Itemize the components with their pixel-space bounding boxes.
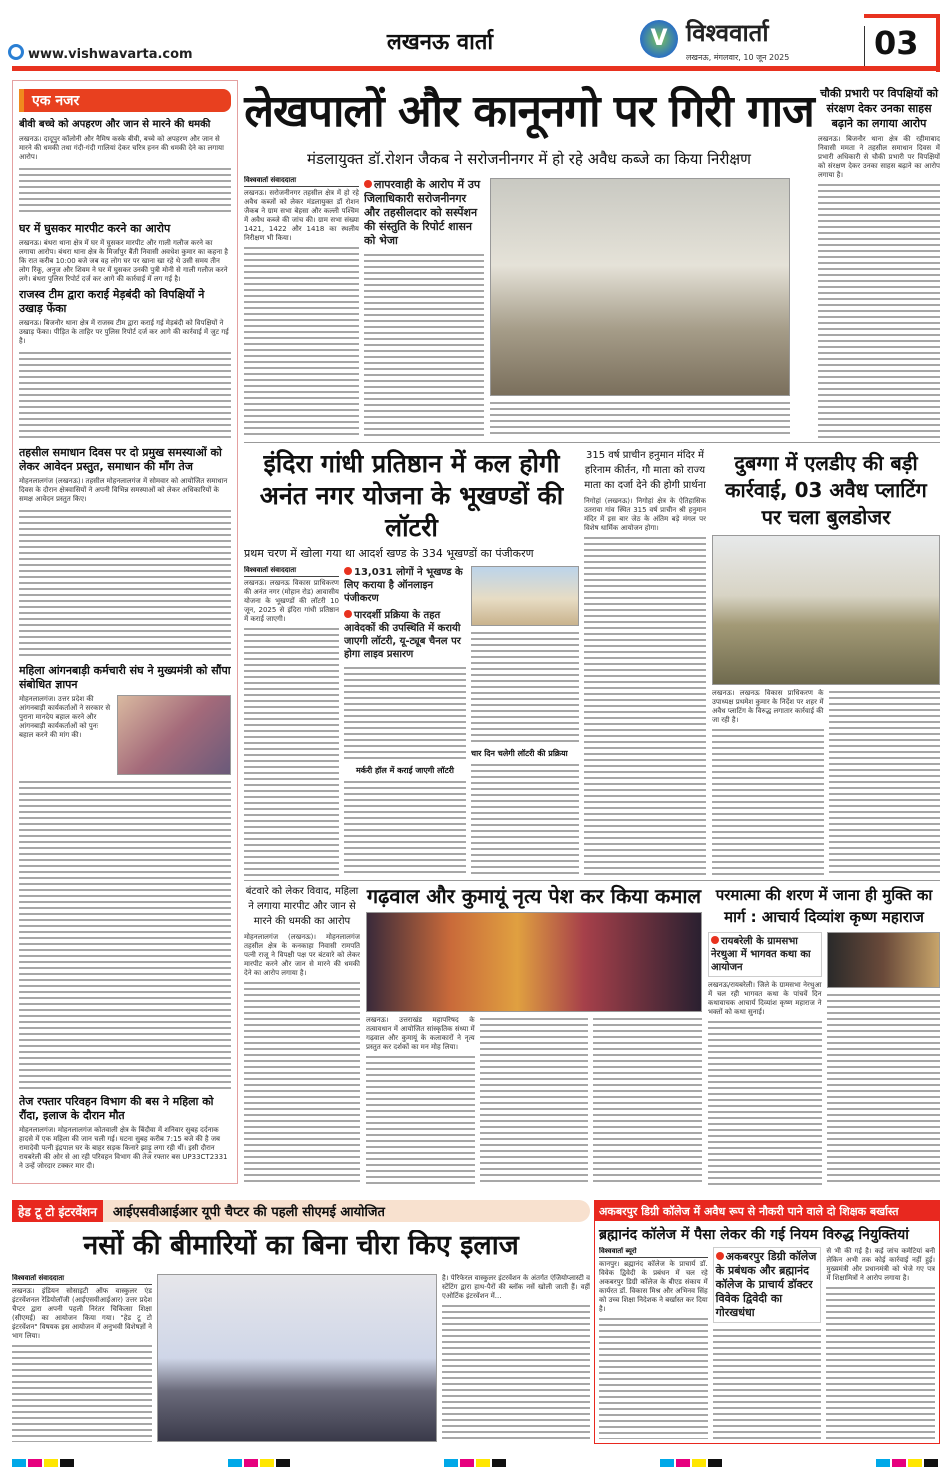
lead-subhead: मंडलायुक्त डॉ.रोशन जैकब ने सरोजनीनगर में हो रहे अवैध कब्जे का किया निरीक्षण xyxy=(307,150,751,168)
hanuman-body: निगोहां (लखनऊ)। निगोहां क्षेत्र के ऐतिहासिक उतरावा गांव स्थित 315 वर्ष प्राचीन श्री हनुमान मंदिर में इस बार जेठ के अंतिम बड़े मंगल पर विशेष धार्मिक आयोजन होगा। xyxy=(584,497,706,532)
health-body: लखनऊ। इंडियन सोसाइटी ऑफ वास्कुलर एंड इंटरवेंशनल रेडियोलॉजी (आईएसवीआईआर) उत्तर प्रदेश चैप्टर द्वारा अपनी पहली निरंतर चिकित्सा शिक्षा (सीएमई) का आयोजन किया गया। "हेड टू टो इंटरवेंशन" विषयक इस आयोजन में अनुभवी विशेषज्ञों ने भाग लिया। xyxy=(12,1287,152,1340)
lottery-subhead-1: चार दिन चलेगी लॉटरी की प्रक्रिया xyxy=(471,748,568,758)
lottery-subhead-2: मर्करी हॉल में कराई जाएगी लॉटरी xyxy=(355,766,455,775)
dubagga-body: लखनऊ। लखनऊ विकास प्राधिकरण के उपाध्यक्ष प्रथमेश कुमार के निर्देश पर शहर में अवैध प्लाटिंग के विरुद्ध लगातार कार्रवाई की जा रही है। xyxy=(712,689,824,724)
dispute-headline: बंटवारे को लेकर विवाद, महिला ने लगाया मारपीट और जान से मारने की धमकी का आरोप xyxy=(245,886,359,927)
ek-nazar-tab: एक नजर xyxy=(19,89,231,112)
college-body: कानपुर। ब्रह्मानंद कॉलेज के प्राचार्य डॉ. विवेक द्विवेदी के प्रबंधन में चल रहे अकबरपुर डिग्री कॉलेज के बीएड संकाय में कार्यरत डॉ. विकास मिश्र और अभिनव सिंह को उच्च शिक्षा निदेशक ने बर्खास्त कर दिया है। xyxy=(599,1260,708,1313)
health-kicker: आईएसवीआईआर यूपी चैप्टर की पहली सीएमई आयोजित xyxy=(112,1205,385,1220)
college-byline: विश्ववार्ता ब्यूरो xyxy=(599,1247,708,1258)
brand-name: विश्ववार्ता xyxy=(686,19,769,47)
health-tag: हेड टू टो इंटरवेंशन xyxy=(12,1200,103,1222)
dateline: लखनऊ, मंगलवार, 10 जून 2025 xyxy=(686,53,790,62)
brief-title: महिला आंगनबाड़ी कर्मचारी संघ ने मुख्यमंत्री को सौंपा संबोधित ज्ञापन xyxy=(19,664,231,691)
brief-body: मोहनलालगंज। मोहनलालगंज कोतवाली क्षेत्र के बिंदौवा में शनिवार सुबह दर्दनाक हादसे में एक महिला की जान चली गई। घटना सुबह करीब 7:15 बजे की है जब रामादेवी पत्नी इंद्रपाल घर के बाहर सड़क किनारे झाड़ू लगा रही थीं। इसी दौरान रायबरेली की ओर से आ रही परिवहन विभाग की तेज रफ्तार बस UP33CT2331 ने उन्हें जोरदार टक्कर मार दी। xyxy=(19,1126,228,1170)
right-top-body: लखनऊ। बिजनौर थाना क्षेत्र की रहीमाबाद निवासी ममता ने तहसील समाधान दिवस में प्रभारी अधिकारी से चौकी प्रभारी पर विपक्षियों को संरक्षण देकर उनका साहस बढ़ाने का आरोप लगाया है। xyxy=(818,135,940,179)
dispute-story xyxy=(244,884,360,1186)
masthead xyxy=(0,0,945,74)
bulldozer-photo xyxy=(712,535,940,685)
brief-body: मोहनलालगंज। उत्तर प्रदेश की आंगनबाड़ी कार्यकर्ताओं ने सरकार से पुराना मानदेय बहाल करने और आंगनबाड़ी कार्यकर्ताओं को पुनः बहाल करने की मांग की। xyxy=(19,695,111,739)
health-headline: नसों की बीमारियों का बिना चीरा किए इलाज xyxy=(83,1230,519,1261)
brief-body: लखनऊ। बिजनौर थाना क्षेत्र में राजस्व टीम द्वारा कराई गई मेड़बंदी को विपक्षियों ने उखाड़ फेंका। पीड़ित के ताहिर पर पुलिस रिपोर्ट दर्ज कर आगे की कार्रवाई में जुट गई है। xyxy=(19,319,229,345)
lead-body: लखनऊ। सरोजनीनगर तहसील क्षेत्र में हो रहे अवैध कब्जों को लेकर मंडलायुक्त डॉ रोशन जैकब ने ग्राम सभा बेहसा और कल्ली पश्चिम में अवैध कब्जे की जांच की। ग्राम सभा संख्या 1421, 1422 और 1418 का स्थलीय निरीक्षण भी किया। xyxy=(244,189,359,242)
college-box xyxy=(594,1200,940,1444)
dance-body: लखनऊ। उत्तराखंड महापरिषद के तत्वावधान में आयोजित सांस्कृतिक संध्या में गढ़वाल और कुमायूं के कलाकारों ने नृत्य प्रस्तुत कर दर्शकों का मन मोह लिया। xyxy=(366,1016,475,1051)
brief-title: तेज रफ्तार परिवहन विभाग की बस ने महिला को रौंदा, इलाज के दौरान मौत xyxy=(19,1095,214,1122)
brief-body: लखनऊ। बंथरा थाना क्षेत्र में घर में घुसकर मारपीट और गाली गलौज करने का लगाया आरोप। बंथरा थाना क्षेत्र के मिर्जापुर बैंती निवासी अवधेश कुमार का कहना है कि रात करीब 10:00 बजे जब वह लोग घर पर खाना खा रहे थे उसी समय तीन लोग रिंकू, अनुज और शिवम ने घर में घुसकर उनकी पुत्री मोनी से गाली गलौज करने लगे। बंथरा पुलिस रिपोर्ट दर्ज कर आगे की कार्रवाई में लग गई है। xyxy=(19,239,228,283)
ek-nazar-column xyxy=(12,80,238,1184)
dispute-body: मोहनलालगंज (लखनऊ)। मोहनलालगंज तहसील क्षेत्र के कनकाहा निवासी रामपति पत्नी राजू ने विपक्षी पक्ष पर बंटवारे को लेकर मारपीट करने और जान से मारने की धमकी देने का आरोप लगाया है। xyxy=(244,933,360,977)
anganwadi-photo xyxy=(117,695,231,775)
lottery-byline: विश्ववार्ता संवाददाता xyxy=(244,566,339,577)
cme-photo xyxy=(157,1274,437,1442)
dubagga-headline: दुबग्गा में एलडीए की बड़ी कार्रवाई, 03 अवैध प्लाटिंग पर चला बुलडोजर xyxy=(725,451,927,529)
college-pull: अकबरपुर डिग्री कॉलेज के प्रबंधक और ब्रह्मानंद कॉलेज के प्राचार्य डॉक्टर विवेक द्विवेदी का गोरखधंधा xyxy=(713,1247,822,1323)
bullet-icon xyxy=(711,936,719,944)
bullet-icon xyxy=(716,1252,724,1260)
dance-headline: गढ़वाल और कुमायूं नृत्य पेश कर किया कमाल xyxy=(366,884,702,908)
brief-body: मोहनलालगंज (लखनऊ)। तहसील मोहनलालगंज में सोमवार को आयोजित समाधान दिवस के दौरान क्षेत्रवासियों ने अपनी विभिन्न समस्याओं को लेकर अधिकारियों के समक्ष आवेदन प्रस्तुत किए। xyxy=(19,477,228,503)
brief-title: बीवी बच्चे को अपहरण और जान से मारने की धमकी xyxy=(19,119,211,130)
lead-headline: लेखपालों और कानूनगो पर गिरी गाज xyxy=(244,86,814,137)
college-body-2: से भी की गई है। कई जांच कमेटियां बनी लेकिन अभी तक कोई कार्रवाई नहीं हुई। मुख्यमंत्री और प्रधानमंत्री को भेजे गए पत्र में शिक्षामित्रों ने आरोप लगाया है। xyxy=(826,1247,936,1282)
section-title: लखनऊ वार्ता xyxy=(386,30,494,55)
dance-story xyxy=(366,884,702,1186)
dubagga-story xyxy=(712,450,940,876)
header-rule xyxy=(12,66,940,71)
dance-photo xyxy=(366,912,702,1012)
bullet-icon xyxy=(344,567,352,575)
website-url[interactable]: www.vishwavarta.com xyxy=(28,47,193,62)
health-body-2: है। पेरिफेरल वास्कुलर इंटरवेंशन के अंतर्गत एंजियोप्लास्टी व स्टेंटिंग द्वारा हाथ-पैरों की ब्लॉक नसें खोली जाती हैं। वहीं एओर्टिक इंटरवेंशन में... xyxy=(442,1274,590,1300)
lead-pullquote: लापरवाही के आरोप में उप जिलाधिकारी सरोजनीनगर और तहसीलदार को सस्पेंशन की संस्तुति के रिपोर्ट शासन को भेजा xyxy=(364,178,481,247)
college-headline: ब्रह्मानंद कॉलेज में पैसा लेकर की गई नियम विरुद्ध नियुक्तियां xyxy=(599,1227,909,1243)
spiritual-body: लखनऊ/रायबरेली। जिले के ग्रामसभा नेरथुआ में चल रही भागवत कथा के पांचवें दिन कथावाचक आचार्य दिव्यांश कृष्ण महाराज ने भक्तों को कथा सुनाई। xyxy=(708,981,822,1016)
lottery-pull-1: 13,031 लोगों ने भूखण्ड के लिए कराया है ऑनलाइन पंजीकरण xyxy=(344,567,463,604)
lead-column-1 xyxy=(244,176,359,438)
brief-story xyxy=(19,1095,231,1171)
brief-title: तहसील समाधान दिवस पर दो प्रमुख समस्याओं को लेकर आवेदन प्रस्तुत, समाधान की मॉंग तेज xyxy=(19,446,222,473)
lead-column-3 xyxy=(490,178,790,438)
page-number: 03 xyxy=(874,24,919,62)
lead-column-2 xyxy=(364,178,484,438)
brief-title: घर में घुसकर मारपीट करने का आरोप xyxy=(19,222,171,235)
college-banner: अकबरपुर डिग्री कॉलेज में अवैध रूप से नौकरी पाने वाले दो शिक्षक बर्खास्त xyxy=(595,1201,939,1221)
brief-story xyxy=(19,288,231,346)
inspection-photo xyxy=(490,178,790,396)
hanuman-story xyxy=(584,448,706,876)
browser-e-icon xyxy=(8,44,24,60)
lottery-pull-2: पारदर्शी प्रक्रिया के तहत आवेदकों की उपस्थिति में करायी जाएगी लॉटरी, यू-ट्यूब चैनल पर होगा लाइव प्रसारण xyxy=(344,610,461,660)
preacher-photo xyxy=(827,932,941,988)
lottery-body: लखनऊ। लखनऊ विकास प्राधिकरण की अनंत नगर (मोहान रोड) आवासीय योजना के भूखण्डों की लॉटरी 10 जून, 2025 से इंदिरा गांधी प्रतिष्ठान में कराई जाएगी। xyxy=(244,579,339,623)
health-story xyxy=(12,1230,590,1442)
spiritual-headline: परमात्मा की शरण में जाना ही मुक्ति का मार्ग : आचार्य दिव्यांश कृष्ण महाराज xyxy=(715,886,933,926)
bullet-icon xyxy=(364,180,372,188)
hanuman-headline: 315 वर्ष प्राचीन हनुमान मंदिर में हरिनाम कीर्तन, गौ माता को राज्य माता का दर्जा देने की होगी प्रार्थना xyxy=(584,450,706,491)
spiritual-story xyxy=(708,884,940,1186)
lead-byline: विश्ववार्ता संवाददाता xyxy=(244,176,359,187)
brief-story xyxy=(19,222,231,284)
brief-story xyxy=(19,446,231,504)
brand-logo-icon: V xyxy=(640,20,678,58)
right-top-column xyxy=(818,86,940,438)
brief-title: राजस्व टीम द्वारा कराई मेड़बंदी को विपक्षियों ने उखाड़ फेंका xyxy=(19,288,205,315)
brief-story xyxy=(19,118,231,162)
lottery-story xyxy=(244,448,579,876)
bullet-icon xyxy=(344,610,352,618)
brief-story xyxy=(19,664,231,775)
registration-marks xyxy=(12,1452,940,1466)
right-top-headline: चौकी प्रभारी पर विपक्षियों को संरक्षण देकर उनका साहस बढ़ाने का लगाया आरोप xyxy=(820,87,938,130)
lottery-site-photo xyxy=(471,566,579,626)
lottery-headline: इंदिरा गांधी प्रतिष्ठान में कल होगी अनंत नगर योजना के भूखण्डों की लॉटरी xyxy=(259,449,564,542)
health-byline: विश्ववार्ता संवाददाता xyxy=(12,1274,152,1285)
lottery-subhead: प्रथम चरण में खोला गया था आदर्श खण्ड के 334 भूखण्डों का पंजीकरण xyxy=(244,547,534,560)
health-banner xyxy=(12,1200,590,1222)
spiritual-pull: रायबरेली के ग्रामसभा नेरथुआ में भागवत कथा का आयोजन xyxy=(708,932,822,977)
page-number-box xyxy=(864,14,940,72)
brief-body: लखनऊ। दादूपुर कॉलोनी और नैमिष कस्के बीवी, बच्चे को अपहरण और जान से मारने की धमकी तथा गंदी-गंदी गालियां देकर चरित्र हनन की धमकी देने का लगाया आरोप। xyxy=(19,135,224,161)
